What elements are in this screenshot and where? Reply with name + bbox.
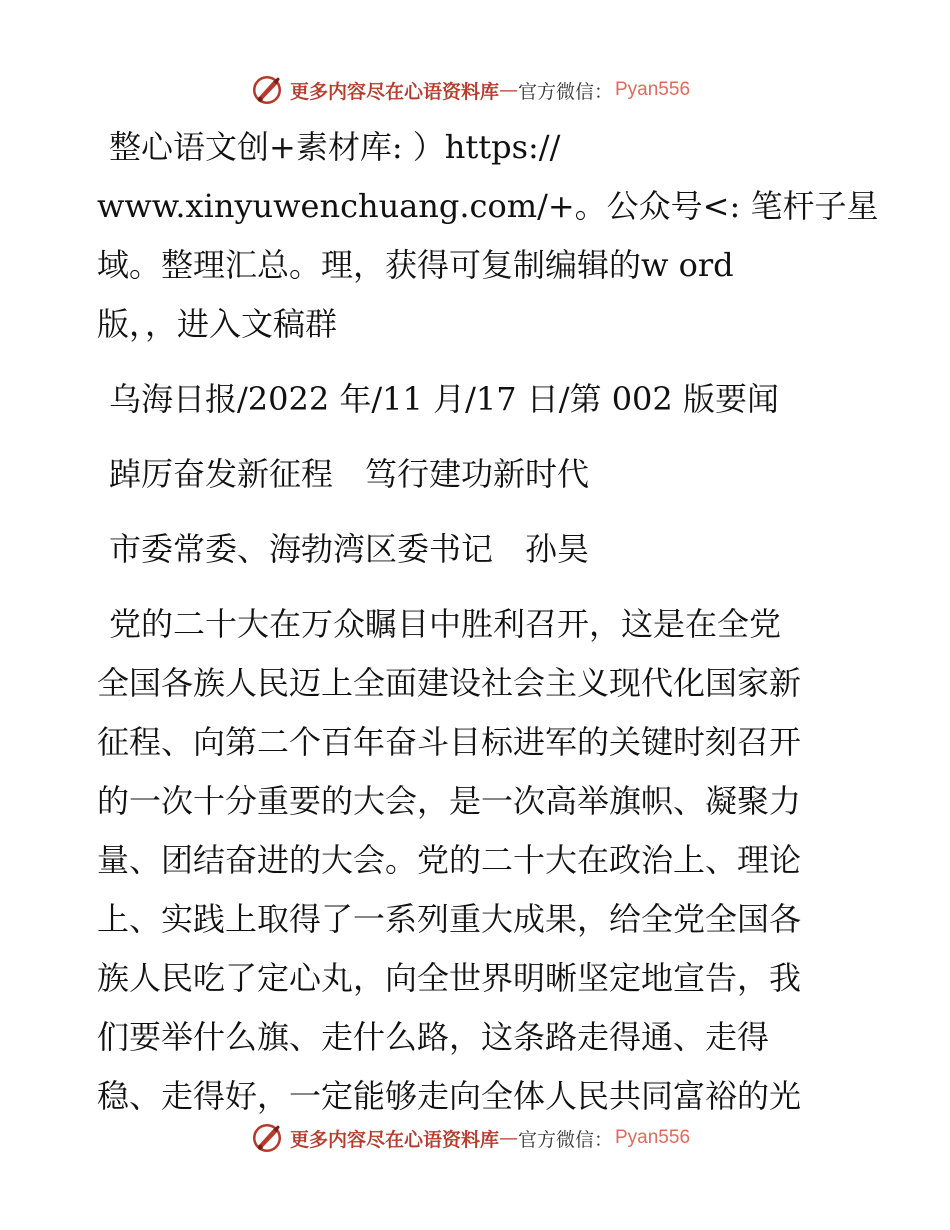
footer-site-text: 更多内容尽在心语资料库 xyxy=(289,1128,499,1151)
footer-banner xyxy=(0,1118,950,1158)
footer-wechat-label: 官方微信： xyxy=(517,1128,613,1151)
body-line: 征程、向第二个百年奋斗目标进军的关键时刻召开 xyxy=(97,723,802,761)
body-line: 量、团结奋进的大会。党的二十大在政治上、理论 xyxy=(97,841,802,879)
author-text: 市委常委、海勃湾区委书记 孙昊 xyxy=(109,530,590,568)
author-line xyxy=(97,520,857,579)
body-line: 稳、走得好，一定能够走向全体人民共同富裕的光 xyxy=(97,1077,802,1115)
body-line: 的一次十分重要的大会，是一次高举旗帜、凝聚力 xyxy=(97,782,802,820)
source-line xyxy=(97,370,857,429)
brush-logo-icon xyxy=(250,73,284,107)
intro-paragraph xyxy=(97,118,857,177)
document-content xyxy=(97,118,879,1126)
intro-line-4: 版，，进入文稿群 xyxy=(97,305,338,343)
header-site-text: 更多内容尽在心语资料库 xyxy=(289,80,499,103)
body-line: 全国各族人民迈上全面建设社会主义现代化国家新 xyxy=(97,664,802,702)
intro-line-3: 域。整理汇总。理，获得可复制编辑的w ord xyxy=(97,246,734,284)
body-line: 族人民吃了定心丸，向全世界明晰坚定地宣告，我 xyxy=(97,959,802,997)
footer-separator: — xyxy=(498,1127,518,1149)
header-separator: — xyxy=(498,79,518,101)
source-text: 乌海日报/2022 年/11 月/17 日/第 002 版要闻 xyxy=(109,380,779,418)
article-title xyxy=(97,445,857,504)
brush-logo-icon xyxy=(250,1121,284,1155)
footer-wechat-id: Pyan556 xyxy=(615,1127,691,1148)
header-banner xyxy=(0,70,950,110)
body-line: 上、实践上取得了一系列重大成果，给全党全国各 xyxy=(97,900,802,938)
header-wechat-label: 官方微信： xyxy=(517,80,613,103)
body-line: 们要举什么旗、走什么路，这条路走得通、走得 xyxy=(97,1018,770,1056)
body-line: 党的二十大在万众瞩目中胜利召开，这是在全党 xyxy=(109,605,782,643)
intro-paragraph-cont xyxy=(97,177,879,354)
article-title-text: 踔厉奋发新征程 笃行建功新时代 xyxy=(109,455,590,493)
header-wechat-id: Pyan556 xyxy=(615,79,691,100)
body-paragraph xyxy=(97,595,857,1126)
intro-line-2: www.xinyuwenchuang.com/+。公众号<: 笔杆子星 xyxy=(97,187,879,225)
intro-line-1: 整心语文创+素材库: ）https:// xyxy=(109,128,561,166)
